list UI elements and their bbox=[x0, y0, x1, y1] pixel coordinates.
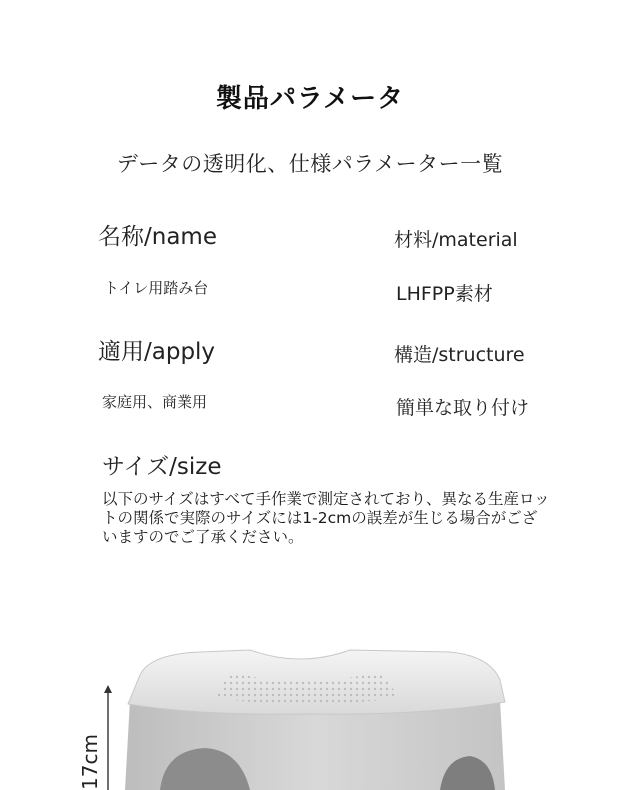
height-dimension-label: 17cm bbox=[78, 734, 102, 790]
spec-structure-label: 構造/structure bbox=[394, 344, 525, 366]
spec-apply-value: 家庭用、商業用 bbox=[102, 393, 208, 411]
spec-structure-value: 簡単な取り付け bbox=[396, 397, 530, 419]
spec-material-value: LHFPP素材 bbox=[396, 283, 493, 305]
page-title: 製品パラメータ bbox=[215, 84, 405, 114]
spec-material-label: 材料/material bbox=[394, 229, 518, 251]
spec-name-label: 名称/name bbox=[98, 224, 217, 250]
size-label: サイズ/size bbox=[102, 454, 222, 480]
size-note: 以下のサイズはすべて手作業で測定されており、異なる生産ロットの関係で実際のサイズには1-2cmの誤差が生じる場合がございますのでご了承ください。 bbox=[102, 490, 550, 546]
spec-name-value: トイレ用踏み台 bbox=[104, 279, 209, 297]
page-subtitle: データの透明化、仕様パラメーター一覧 bbox=[116, 152, 504, 176]
spec-apply-label: 適用/apply bbox=[98, 339, 216, 365]
